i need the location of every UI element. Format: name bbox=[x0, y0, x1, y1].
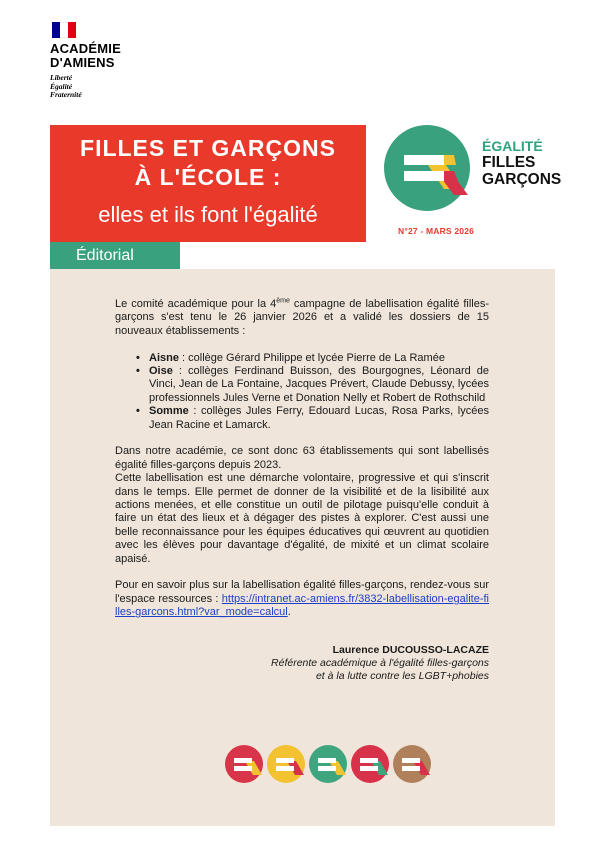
list-item bbox=[149, 352, 489, 365]
title-line2: À L'ÉCOLE : bbox=[134, 164, 282, 190]
equality-circle-brown-icon bbox=[393, 745, 431, 783]
department-schools: : collèges Ferdinand Buisson, des Bourgognes, Léonard de Vinci, Jean de La Fontaine, Jacques Prévert, Claude Debussy, lycées professionnels Jules Verne et Donation Nelly et Robert de Rothschild bbox=[149, 365, 489, 404]
schools-list bbox=[149, 352, 489, 432]
brand-egalite: ÉGALITÉ bbox=[482, 138, 543, 154]
intro-paragraph bbox=[115, 298, 489, 338]
footer-icons bbox=[225, 745, 435, 785]
motto bbox=[50, 74, 150, 100]
org-line1: ACADÉMIE bbox=[50, 41, 121, 56]
brand-filles: FILLES bbox=[482, 154, 536, 171]
editorial-panel bbox=[50, 269, 555, 826]
org-line2: D'AMIENS bbox=[50, 55, 115, 70]
equality-circle-red-icon bbox=[225, 745, 263, 783]
title-banner bbox=[50, 125, 366, 242]
resources-text: Pour en savoir plus sur la labellisation égalité filles-garçons, rendez-vous sur l'espace ressources : bbox=[115, 579, 489, 605]
equality-logo-icon bbox=[384, 125, 470, 211]
french-flag-icon bbox=[52, 22, 76, 38]
equality-circle-darkred-icon bbox=[351, 745, 389, 783]
department-schools: : collèges Jules Ferry, Edouard Lucas, Rosa Parks, lycées Jean Racine et Lamarck. bbox=[149, 405, 489, 431]
signature-role-line2: et à la lutte contre les LGBT+phobies bbox=[315, 669, 489, 682]
signature-name: Laurence DUCOUSSO-LACAZE bbox=[332, 643, 489, 656]
org-name bbox=[50, 42, 150, 70]
motto-fraternite: Fraternité bbox=[50, 90, 82, 99]
department-label: Somme bbox=[149, 405, 189, 418]
list-item bbox=[149, 405, 489, 432]
brand-garcons: GARÇONS bbox=[482, 171, 562, 188]
paragraph-description: Cette labellisation est une démarche volontaire, progressive et qui s'inscrit dans le temps. Elle permet de donner de la visibilité et de la lisibilité aux actions menées, et elle constitue un outil de pilotage puisqu'elle conduit à faire un état des lieux et à dégager des pistes à explorer. C'est aussi une belle reconnaissance pour les équipes éducatives qui œuvrent au quotidien avec les élèves pour davantage d'égalité, de mixité et un climat scolaire apaisé. bbox=[115, 472, 489, 565]
intro-sup: ème bbox=[276, 297, 290, 305]
academie-logo bbox=[50, 22, 150, 100]
editorial-content bbox=[115, 298, 489, 683]
title-line1: FILLES ET GARÇONS bbox=[80, 135, 336, 161]
motto-liberte: Liberté bbox=[50, 73, 73, 82]
signature-role-line1: Référente académique à l'égalité filles-garçons bbox=[271, 656, 489, 669]
intro-text-rest: campagne de labellisation égalité filles-garçons s'est tenu le 26 janvier 2026 et a validé les dossiers de 15 nouveaux établissements : bbox=[115, 298, 489, 337]
list-item bbox=[149, 365, 489, 405]
resources-period: . bbox=[287, 606, 291, 619]
intro-text: Le comité académique pour la 4 bbox=[115, 298, 277, 310]
equality-circle-green-icon bbox=[309, 745, 347, 783]
motto-egalite: Égalité bbox=[50, 81, 73, 91]
department-label: Aisne bbox=[149, 351, 179, 364]
issue-number: N°27 - MARS 2026 bbox=[398, 226, 475, 236]
resources-link[interactable]: https://intranet.ac-amiens.fr/3832-labellisation-egalite-filles-garcons.html?var_mode=calcul bbox=[115, 592, 489, 619]
department-label: Oise bbox=[149, 365, 173, 378]
paragraph-count: Dans notre académie, ce sont donc 63 établissements qui sont labellisés égalité filles-garçons depuis 2023. bbox=[115, 445, 489, 471]
brand-text bbox=[482, 138, 561, 188]
equality-circle-yellow-icon bbox=[267, 745, 305, 783]
paragraph-resources bbox=[115, 579, 489, 619]
section-tab-editorial: Éditorial bbox=[50, 242, 180, 269]
department-schools: : collège Gérard Philippe et lycée Pierre de La Ramée bbox=[178, 351, 445, 364]
signature bbox=[115, 643, 489, 683]
title-subtitle: elles et ils font l'égalité bbox=[98, 202, 318, 227]
